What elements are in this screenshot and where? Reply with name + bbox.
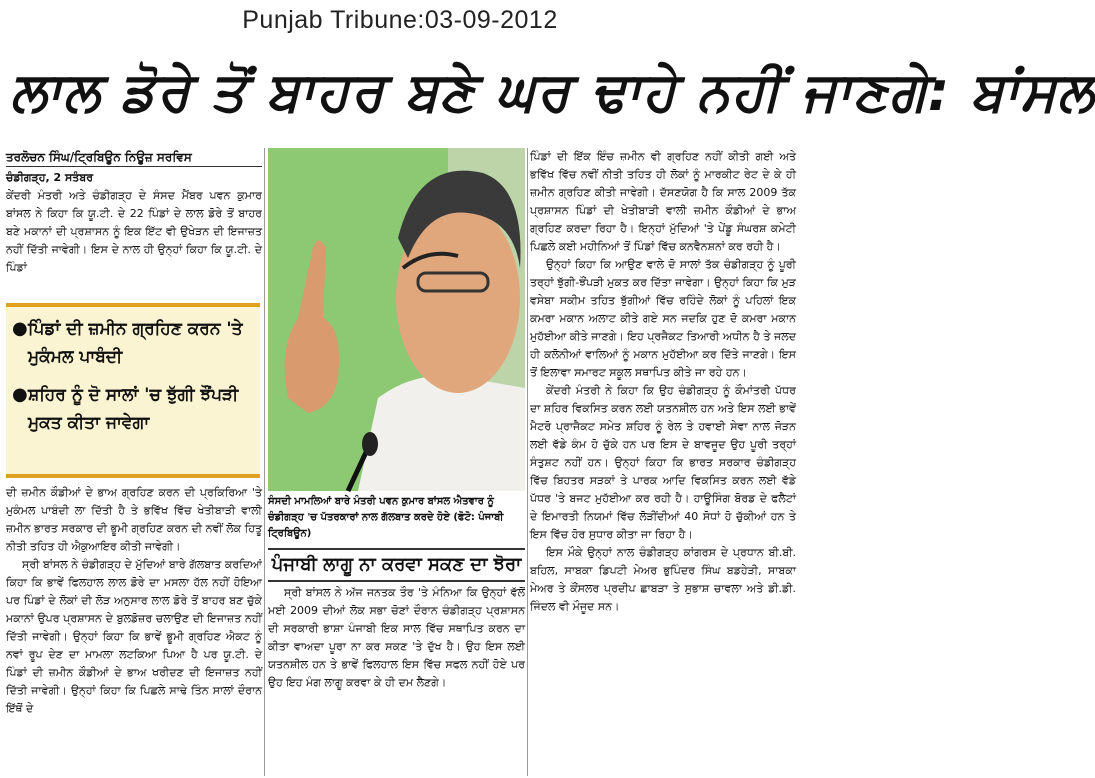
subheading: ਪੰਜਾਬੀ ਲਾਗੂ ਨਾ ਕਰਵਾ ਸਕਣ ਦਾ ਝੋਰਾ <box>268 548 525 582</box>
column-divider <box>527 148 528 776</box>
highlight-text: ਸ਼ਹਿਰ ਨੂੰ ਦੋ ਸਾਲਾਂ 'ਚ ਝੁੱਗੀ ਝੌਂਪੜੀ ਮੁਕਤ ਕੀਤਾ ਜਾਵੇਗਾ <box>28 385 239 433</box>
byline: ਤਰਲੋਚਨ ਸਿੰਘ/ਟ੍ਰਿਬਿਊਨ ਨਿਊਜ਼ ਸਰਵਿਸ <box>6 148 262 167</box>
paragraph: ਕੇਂਦਰੀ ਮੰਤਰੀ ਨੇ ਕਿਹਾ ਕਿ ਉਹ ਚੰਡੀਗੜ੍ਹ ਨੂੰ ਕੌਮਾਂਤਰੀ ਪੱਧਰ ਦਾ ਸ਼ਹਿਰ ਵਿਕਸਿਤ ਕਰਨ ਲਈ ਯਤਨਸ਼ੀਲ ਹਨ ਅਤੇ ਇਸ ਲਈ ਭਾਵੇਂ ਮੈਟਰੋ ਪ੍ਰਾਜੈਕਟ ਸਮੇਤ ਸ਼ਹਿਰ ਨੂੰ ਰੇਲ ਤੇ ਹਵਾਈ ਸੇਵਾ ਨਾਲ ਜੋੜਨ ਲਈ ਵੱਡੇ ਕੰਮ ਹੋ ਚੁੱਕੇ ਹਨ ਪਰ ਇਸ ਦੇ ਬਾਵਜੂਦ ਉਹ ਪੂਰੀ ਤਰ੍ਹਾਂ ਸੰਤੁਸ਼ਟ ਨਹੀਂ ਹਨ। ਉਨ੍ਹਾਂ ਕਿਹਾ ਕਿ ਭਾਰਤ ਸਰਕਾਰ ਚੰਡੀਗੜ੍ਹ ਵਿੱਚ ਬਿਹਤਰ ਸੜਕਾਂ ਤੇ ਪਾਰਕ ਆਦਿ ਵਿਕਸਿਤ ਕਰਨ ਲਈ ਵੱਡੇ ਪੱਧਰ 'ਤੇ ਬਜਟ ਮੁਹੱਈਆ ਕਰ ਰਹੀ ਹੈ। ਹਾਊਸਿੰਗ ਬੋਰਡ ਦੇ ਫਲੈਟਾਂ ਦੇ ਇਮਾਰਤੀ ਨਿਯਮਾਂ ਵਿੱਚ ਲੋੜੀਂਦੀਆਂ 40 ਸੋਧਾਂ ਹੋ ਚੁੱਕੀਆਂ ਹਨ ਤੇ ਇਸ ਵਿੱਚ ਹੋਰ ਸੁਧਾਰ ਕੀਤਾ ਜਾ ਰਿਹਾ ਹੈ। <box>530 384 797 541</box>
news-photo <box>268 148 525 491</box>
article-column-1-top <box>6 148 262 277</box>
paragraph: ਦੀ ਜ਼ਮੀਨ ਕੌਡੀਆਂ ਦੇ ਭਾਅ ਗ੍ਰਹਿਣ ਕਰਨ ਦੀ ਪ੍ਰਕਿਰਿਆ 'ਤੇ ਮੁਕੰਮਲ ਪਾਬੰਦੀ ਲਾ ਦਿੱਤੀ ਹੈ ਤੇ ਭਵਿੱਖ ਵਿੱਚ ਖੇਤੀਬਾੜੀ ਵਾਲੀ ਜ਼ਮੀਨ ਭਾਰਤ ਸਰਕਾਰ ਦੀ ਭੂਮੀ ਗ੍ਰਹਿਣ ਕਰਨ ਦੀ ਨਵੀਂ ਲੋਕ ਹਿਤੂ ਨੀਤੀ ਤਹਿਤ ਹੀ ਐਕੁਆਇਰ ਕੀਤੀ ਜਾਵੇਗੀ। <box>6 486 262 553</box>
bullet-icon: ● <box>12 318 28 339</box>
article-column-2 <box>268 584 525 774</box>
masthead: Punjab Tribune:03-09-2012 <box>242 6 558 34</box>
photo-caption <box>268 494 525 544</box>
highlight-item <box>12 315 254 371</box>
caption-text: ਸੰਸਦੀ ਮਾਮਲਿਆਂ ਬਾਰੇ ਮੰਤਰੀ ਪਵਨ ਕੁਮਾਰ ਬਾਂਸਲ ਐਤਵਾਰ ਨੂੰ ਚੰਡੀਗੜ੍ਹ 'ਚ ਪੱਤਰਕਾਰਾਂ ਨਾਲ ਗੱਲਬਾਤ ਕਰਦੇ ਹੋਏ <box>268 496 494 523</box>
paragraph: ਉਨ੍ਹਾਂ ਕਿਹਾ ਕਿ ਆਉਣ ਵਾਲੇ ਦੋ ਸਾਲਾਂ ਤੱਕ ਚੰਡੀਗੜ੍ਹ ਨੂੰ ਪੂਰੀ ਤਰ੍ਹਾਂ ਝੁੱਗੀ-ਝੌਂਪੜੀ ਮੁਕਤ ਕਰ ਦਿੱਤਾ ਜਾਵੇਗਾ। ਉਨ੍ਹਾਂ ਕਿਹਾ ਕਿ ਮੁੜ ਵਸੇਬਾ ਸਕੀਮ ਤਹਿਤ ਝੁੱਗੀਆਂ ਵਿੱਚ ਰਹਿੰਦੇ ਲੋਕਾਂ ਨੂੰ ਪਹਿਲਾਂ ਇਕ ਕਮਰਾ ਮਕਾਨ ਅਲਾਟ ਕੀਤੇ ਗਏ ਸਨ ਜਦਕਿ ਹੁਣ ਦੋ ਕਮਰਾ ਮਕਾਨ ਮੁਹੱਈਆ ਕੀਤੇ ਜਾਣਗੇ। ਇਹ ਪ੍ਰਜੈਕਟ ਤਿਆਰੀ ਅਧੀਨ ਹੈ ਤੇ ਜਲਦ ਹੀ ਕਲੋਨੀਆਂ ਵਾਲਿਆਂ ਨੂੰ ਮਕਾਨ ਮੁਹੱਈਆ ਕਰ ਦਿੱਤੇ ਜਾਣਗੇ। ਇਸ ਤੋਂ ਇਲਾਵਾ ਸਮਾਰਟ ਸਕੂਲ ਸਥਾਪਿਤ ਕੀਤੇ ਜਾ ਰਹੇ ਹਨ। <box>530 258 796 379</box>
article-column-1-bottom <box>6 484 262 774</box>
bullet-icon: ● <box>12 384 28 405</box>
article-column-3 <box>530 148 796 776</box>
highlight-text: ਪਿੰਡਾਂ ਦੀ ਜ਼ਮੀਨ ਗ੍ਰਹਿਣ ਕਰਨ 'ਤੇ ਮੁਕੰਮਲ ਪਾਬੰਦੀ <box>28 319 243 367</box>
highlight-item <box>12 381 254 437</box>
paragraph: ਇਸ ਮੌਕੇ ਉਨ੍ਹਾਂ ਨਾਲ ਚੰਡੀਗੜ੍ਹ ਕਾਂਗਰਸ ਦੇ ਪ੍ਰਧਾਨ ਬੀ.ਬੀ. ਬਹਿਲ, ਸਾਬਕਾ ਡਿਪਟੀ ਮੇਅਰ ਭੁਪਿੰਦਰ ਸਿੰਘ ਬਡਹੇੜੀ, ਸਾਬਕਾ ਮੇਅਰ ਤੇ ਕੌਂਸਲਰ ਪ੍ਰਦੀਪ ਛਾਬੜਾ ਤੇ ਸੁਭਾਸ਼ ਚਾਵਲਾ ਅਤੇ ਡੀ.ਡੀ. ਜਿੰਦਲ ਵੀ ਮੌਜੂਦ ਸਨ। <box>530 546 796 613</box>
paragraph: ਸ੍ਰੀ ਬਾਂਸਲ ਨੇ ਅੱਜ ਜਨਤਕ ਤੌਰ 'ਤੇ ਮੰਨਿਆ ਕਿ ਉਨ੍ਹਾਂ ਵੱਲੋਂ ਮਈ 2009 ਦੀਆਂ ਲੋਕ ਸਭਾ ਚੋਣਾਂ ਦੌਰਾਨ ਚੰਡੀਗੜ੍ਹ ਪ੍ਰਸ਼ਾਸਨ ਦੀ ਸਰਕਾਰੀ ਭਾਸ਼ਾ ਪੰਜਾਬੀ ਇਕ ਸਾਲ ਵਿੱਚ ਸਥਾਪਿਤ ਕਰਨ ਦਾ ਕੀਤਾ ਵਾਅਦਾ ਪੂਰਾ ਨਾ ਕਰ ਸਕਣ 'ਤੇ ਦੁੱਖ ਹੈ। ਉਹ ਇਸ ਲਈ ਯਤਨਸ਼ੀਲ ਹਨ ਤੇ ਭਾਵੇਂ ਫਿਲਹਾਲ ਇਸ ਵਿੱਚ ਸਫਲ ਨਹੀਂ ਹੋਏ ਪਰ ਉਹ ਇਹ ਮੰਗ ਲਾਗੂ ਕਰਵਾ ਕੇ ਹੀ ਦਮ ਲੈਣਗੇ। <box>268 586 525 689</box>
dateline: ਚੰਡੀਗੜ੍ਹ, 2 ਸਤੰਬਰ <box>6 171 94 184</box>
paragraph: ਪਿੰਡਾਂ ਦੀ ਇੱਕ ਇੰਚ ਜ਼ਮੀਨ ਵੀ ਗ੍ਰਹਿਣ ਨਹੀਂ ਕੀਤੀ ਗਈ ਅਤੇ ਭਵਿੱਖ ਵਿੱਚ ਨਵੀਂ ਨੀਤੀ ਤਹਿਤ ਹੀ ਲੋਕਾਂ ਨੂੰ ਮਾਰਕੀਟ ਰੇਟ ਦੇ ਕੇ ਹੀ ਜ਼ਮੀਨ ਗ੍ਰਹਿਣ ਕੀਤੀ ਜਾਵੇਗੀ। ਦੱਸਣਯੋਗ ਹੈ ਕਿ ਸਾਲ 2009 ਤੱਕ ਪ੍ਰਸ਼ਾਸਨ ਪਿੰਡਾਂ ਦੀ ਖੇਤੀਬਾੜੀ ਵਾਲੀ ਜ਼ਮੀਨ ਕੌਡੀਆਂ ਦੇ ਭਾਅ ਗ੍ਰਹਿਣ ਕਰਦਾ ਰਿਹਾ ਹੈ। ਇਨ੍ਹਾਂ ਮੁੱਦਿਆਂ 'ਤੇ ਪੇਂਡੂ ਸੰਘਰਸ਼ ਕਮੇਟੀ ਪਿਛਲੇ ਕਈ ਮਹੀਨਿਆਂ ਤੋਂ ਪਿੰਡਾਂ ਵਿੱਚ ਕਨਵੈਨਸ਼ਨਾਂ ਕਰ ਰਹੀ ਹੈ। <box>530 150 796 253</box>
photo-credit: (ਫੋਟੋ: ਪੰਜਾਬੀ ਟ੍ਰਿਬਿਊਨ) <box>268 512 504 539</box>
highlight-box <box>6 303 260 478</box>
headline: ਲਾਲ ਡੋਰੇ ਤੋਂ ਬਾਹਰ ਬਣੇ ਘਰ ਢਾਹੇ ਨਹੀਂ ਜਾਣਗੇ: ਬਾਂਸਲ <box>10 60 1095 123</box>
paragraph: ਸ੍ਰੀ ਬਾਂਸਲ ਨੇ ਚੰਡੀਗੜ੍ਹ ਦੇ ਮੁੱਦਿਆਂ ਬਾਰੇ ਗੱਲਬਾਤ ਕਰਦਿਆਂ ਕਿਹਾ ਕਿ ਭਾਵੇਂ ਫਿਲਹਾਲ ਲਾਲ ਡੋਰੇ ਦਾ ਮਸਲਾ ਹੱਲ ਨਹੀਂ ਹੋਇਆ ਪਰ ਪਿੰਡਾਂ ਦੇ ਲੋਕਾਂ ਦੀ ਲੋੜ ਅਨੁਸਾਰ ਲਾਲ ਡੋਰੇ ਤੋਂ ਬਾਹਰ ਬਣ ਚੁੱਕੇ ਮਕਾਨਾਂ ਉਪਰ ਪ੍ਰਸ਼ਾਸਨ ਦੇ ਬੁਲਡੋਜ਼ਰ ਚਲਾਉਣ ਦੀ ਇਜਾਜ਼ਤ ਨਹੀਂ ਦਿੱਤੀ ਜਾਵੇਗੀ। ਉਨ੍ਹਾਂ ਕਿਹਾ ਕਿ ਭਾਵੇਂ ਭੂਮੀ ਗ੍ਰਹਿਣ ਐਕਟ ਨੂੰ ਨਵਾਂ ਰੂਪ ਦੇਣ ਦਾ ਮਾਮਲਾ ਲਟਕਿਆ ਪਿਆ ਹੈ ਪਰ ਯੂ.ਟੀ. ਦੇ ਪਿੰਡਾਂ ਦੀ ਜ਼ਮੀਨ ਕੌਡੀਆਂ ਦੇ ਭਾਅ ਖਰੀਦਣ ਦੀ ਇਜਾਜ਼ਤ ਨਹੀਂ ਦਿੱਤੀ ਜਾਵੇਗੀ। ਉਨ੍ਹਾਂ ਕਿਹਾ ਕਿ ਪਿਛਲੇ ਸਾਢੇ ਤਿੰਨ ਸਾਲਾਂ ਦੌਰਾਨ ਇੱਥੋਂ ਦੇ <box>6 558 262 715</box>
intro-paragraph: ਕੇਂਦਰੀ ਮੰਤਰੀ ਅਤੇ ਚੰਡੀਗੜ੍ਹ ਦੇ ਸੰਸਦ ਮੈਂਬਰ ਪਵਨ ਕੁਮਾਰ ਬਾਂਸਲ ਨੇ ਕਿਹਾ ਕਿ ਯੂ.ਟੀ. ਦੇ 22 ਪਿੰਡਾਂ ਦੇ ਲਾਲ ਡੋਰੇ ਤੋਂ ਬਾਹਰ ਬਣੇ ਮਕਾਨਾਂ ਦੀ ਪ੍ਰਸ਼ਾਸਨ ਨੂੰ ਇਕ ਇੱਟ ਵੀ ਉਖੇੜਨ ਦੀ ਇਜਾਜ਼ਤ ਨਹੀਂ ਦਿੱਤੀ ਜਾਵੇਗੀ। ਇਸ ਦੇ ਨਾਲ ਹੀ ਉਨ੍ਹਾਂ ਕਿਹਾ ਕਿ ਯੂ.ਟੀ. ਦੇ ਪਿੰਡਾਂ <box>6 189 262 274</box>
column-divider <box>264 148 265 776</box>
minister-photo-illustration <box>268 148 525 491</box>
